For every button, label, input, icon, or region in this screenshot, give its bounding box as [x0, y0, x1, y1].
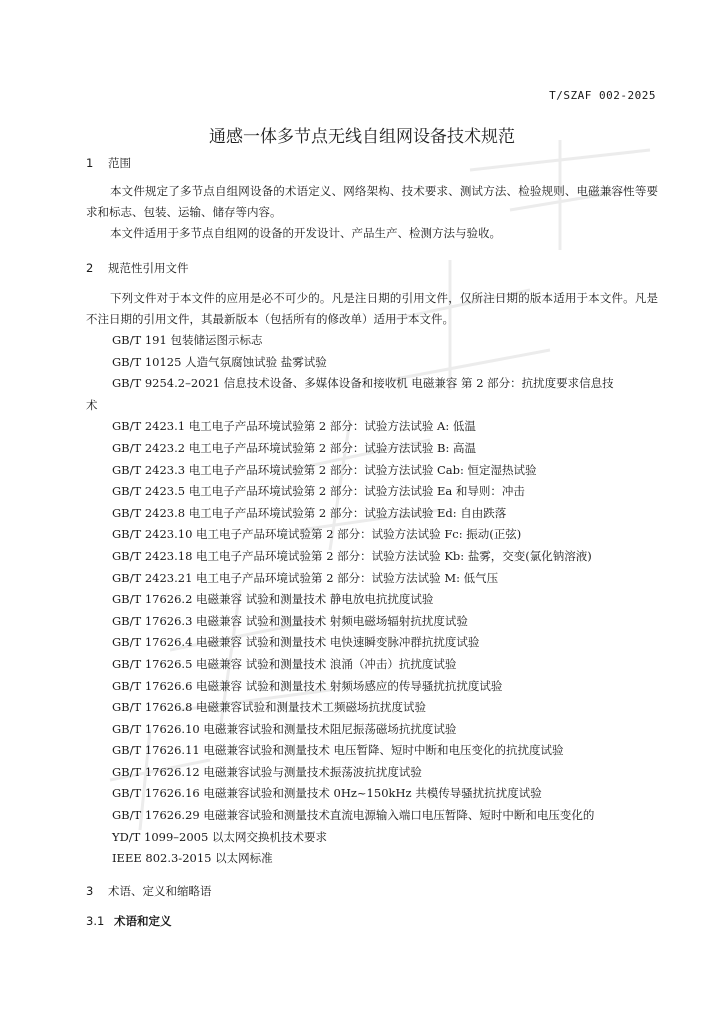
reference-item: GB/T 17626.4 电磁兼容 试验和测量技术 电快速瞬变脉冲群抗扰度试验	[112, 635, 480, 650]
reference-item: GB/T 2423.21 电工电子产品环境试验第 2 部分：试验方法试验 M: 低气压	[112, 570, 499, 585]
page-title: 通感一体多节点无线自组网设备技术规范	[209, 127, 515, 147]
reference-item: GB/T 2423.10 电工电子产品环境试验第 2 部分：试验方法试验 Fc: 振动(正弦)	[112, 527, 522, 542]
reference-item: GB/T 17626.8 电磁兼容试验和测量技术工频磁场抗扰度试验	[112, 700, 427, 715]
section-heading-scope	[86, 155, 658, 171]
reference-item: GB/T 2423.2 电工电子产品环境试验第 2 部分：试验方法试验 B: 高温	[112, 440, 476, 455]
reference-item: GB/T 2423.1 电工电子产品环境试验第 2 部分：试验方法试验 A: 低温	[112, 419, 476, 434]
section-title: 术语、定义和缩略语	[108, 883, 212, 898]
section-number: 1	[86, 156, 94, 170]
scope-paragraph: 本文件适用于多节点自组网的设备的开发设计、产品生产、检测方法与验收。	[110, 226, 501, 240]
section-heading-terms	[86, 883, 658, 899]
subsection-title: 术语和定义	[114, 913, 172, 928]
document-code: T/SZAF 002-2025	[549, 89, 656, 102]
reference-list	[86, 330, 658, 870]
subsection-number: 3.1	[86, 913, 105, 928]
section-heading-normative	[86, 260, 658, 276]
reference-item: GB/T 2423.5 电工电子产品环境试验第 2 部分：试验方法试验 Ea 和导则：冲击	[112, 484, 525, 499]
section-number: 2	[86, 261, 94, 275]
reference-item: GB/T 2423.3 电工电子产品环境试验第 2 部分：试验方法试验 Cab: 恒定湿热试验	[112, 462, 537, 477]
document-body	[86, 152, 658, 929]
reference-item: GB/T 2423.18 电工电子产品环境试验第 2 部分：试验方法试验 Kb: 盐雾，交变(氯化钠溶液)	[112, 548, 592, 563]
reference-text: GB/T 9254.2–2021 信息技术设备、多媒体设备和接收机 电磁兼容 第 2 部分：抗扰度要求信息技	[112, 376, 614, 391]
reference-item: GB/T 17626.6 电磁兼容 试验和测量技术 射频场感应的传导骚扰抗扰度试验	[112, 678, 503, 693]
normative-intro: 下列文件对于本文件的应用是必不可少的。凡是注日期的引用文件，仅所注日期的版本适用于本文件。凡是不注日期的引用文件，其最新版本（包括所有的修改单）适用于本文件。	[86, 291, 658, 326]
reference-item: GB/T 17626.12 电磁兼容试验与测量技术振荡波抗扰度试验	[112, 764, 422, 779]
reference-item: YD/T 1099–2005 以太网交换机技术要求	[112, 829, 327, 844]
reference-item	[86, 373, 658, 416]
reference-item: GB/T 17626.11 电磁兼容试验和测量技术 电压暂降、短时中断和电压变化的抗扰度试验	[112, 743, 564, 758]
scope-paragraph: 本文件规定了多节点自组网设备的术语定义、网络架构、技术要求、测试方法、检验规则、电磁兼容性等要求和标志、包装、运输、储存等内容。	[86, 184, 658, 219]
reference-item: GB/T 17626.29 电磁兼容试验和测量技术直流电源输入端口电压暂降、短时中断和电压变化的	[112, 808, 595, 823]
reference-item: IEEE 802.3-2015 以太网标准	[112, 851, 273, 866]
reference-item: GB/T 10125 人造气氛腐蚀试验 盐雾试验	[112, 354, 327, 369]
reference-wrap-tail: 术	[86, 397, 98, 412]
section-title: 范围	[108, 156, 131, 170]
section-number: 3	[86, 883, 94, 898]
reference-item: GB/T 17626.2 电磁兼容 试验和测量技术 静电放电抗扰度试验	[112, 592, 434, 607]
section-title: 规范性引用文件	[108, 261, 189, 275]
subsection-heading-terms-definitions	[86, 913, 658, 929]
reference-item: GB/T 191 包装储运图示标志	[112, 333, 263, 347]
reference-item: GB/T 17626.16 电磁兼容试验和测量技术 0Hz~150kHz 共模传导骚扰抗扰度试验	[112, 786, 542, 801]
reference-item: GB/T 17626.5 电磁兼容 试验和测量技术 浪涌（冲击）抗扰度试验	[112, 656, 457, 671]
reference-item: GB/T 2423.8 电工电子产品环境试验第 2 部分：试验方法试验 Ed: 自由跌落	[112, 505, 507, 520]
reference-item: GB/T 17626.3 电磁兼容 试验和测量技术 射频电磁场辐射抗扰度试验	[112, 613, 468, 628]
reference-item: GB/T 17626.10 电磁兼容试验和测量技术阻尼振荡磁场抗扰度试验	[112, 721, 457, 736]
